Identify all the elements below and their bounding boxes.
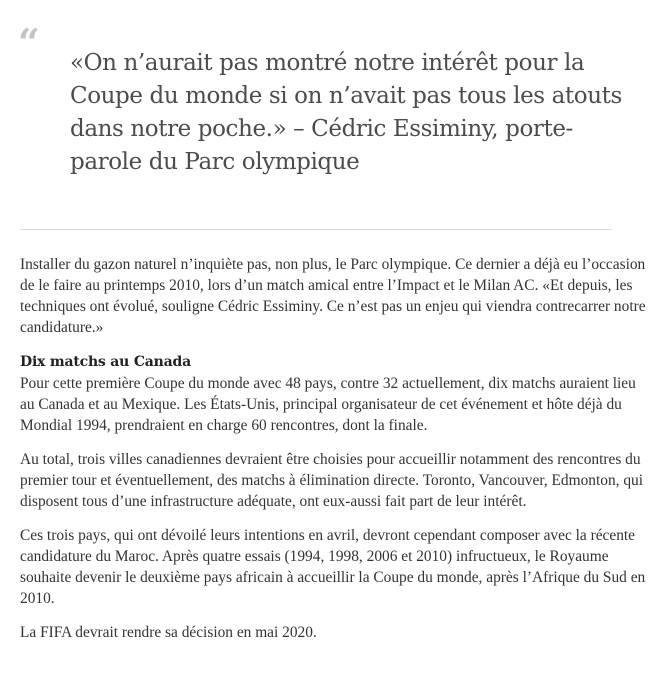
divider [20, 229, 612, 230]
article-paragraph-intro: Installer du gazon naturel n’inquiète pas, non plus, le Parc olympique. Ce dernier a déjà eu l’occasion de le faire au printemps 2010, lors d’un match amical entre l’Impact et le Milan AC. «Et depuis, les techniques ont évolué, souligne Cédric Essiminy. Ce n’est pas un enjeu qui viendra contrecarrer notre candidature.» [20, 256, 646, 336]
article-paragraph-section: Pour cette première Coupe du monde avec 48 pays, contre 32 actuellement, dix matchs auraient lieu au Canada et au Mexique. Les États-Unis, principal organisateur de cet événement et hôte déjà du Mondial 1994, prendraient en charge 60 rencontres, dont la finale. [20, 375, 636, 434]
article-paragraph-4: Ces trois pays, qui ont dévoilé leurs intentions en avril, devront cependant composer avec la récente candidature du Maroc. Après quatre essais (1994, 1998, 2006 et 2010) infructueux, le Royaume souhaite devenir le deuxième pays africain à accueillir la Coupe du monde, après l’Afrique du Sud en 2010. [20, 527, 646, 607]
pull-quote [0, 0, 670, 230]
article-section [20, 352, 654, 436]
quotation-mark-icon: “ [18, 20, 40, 65]
article-paragraph-5: La FIFA devrait rendre sa décision en mai 2020. [20, 624, 317, 641]
pull-quote-text: «On n’aurait pas montré notre intérêt pour la Coupe du monde si on n’avait pas tous les atouts dans notre poche.» – Cédric Essiminy, porte-parole du Parc olympique [70, 50, 622, 175]
section-heading: Dix matchs au Canada [20, 354, 191, 370]
article-paragraph-3: Au total, trois villes canadiennes devraient être choisies pour accueillir notamment des rencontres du premier tour et éventuellement, des matchs à élimination directe. Toronto, Vancouver, Edmonton, qui disposent tous d’une infrastructure adéquate, ont eux-aussi fait part de leur intérêt. [20, 451, 644, 510]
article-body [20, 254, 654, 656]
